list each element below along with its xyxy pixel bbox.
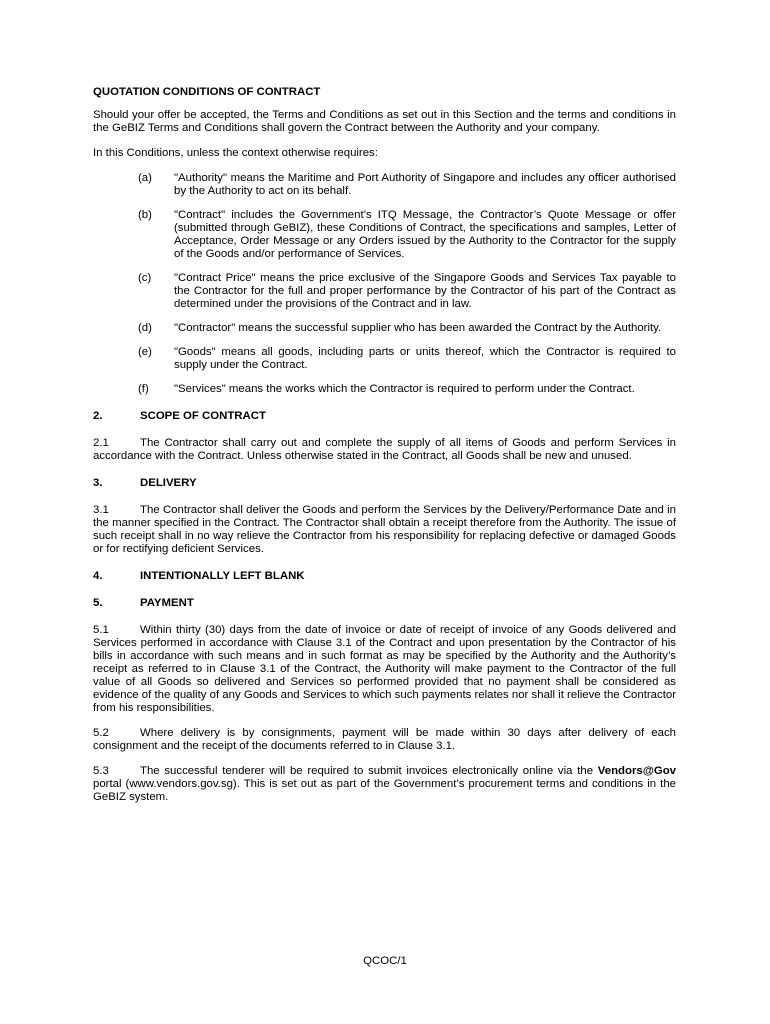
clause-text: Where delivery is by consignments, payment will be made within 30 days after delivery of each consignment and the receipt of the documents referred to in Clause 3.1. [93, 727, 676, 752]
definition-item [93, 209, 676, 261]
clause-5-2 [93, 727, 676, 753]
section-number: 3. [93, 477, 103, 489]
page-footer: QCOC/1 [363, 955, 407, 967]
definition-item [93, 322, 676, 335]
definition-text: "Services" means the works which the Contractor is required to perform under the Contract. [174, 383, 635, 395]
definition-label: (d) [138, 322, 152, 334]
clause-5-3 [93, 765, 676, 804]
clause-text: The successful tenderer will be required to submit invoices electronically online via the [140, 765, 594, 777]
definition-text: "Contract Price" means the price exclusive of the Singapore Goods and Services Tax payable to the Contractor for the full and proper performance by the Contractor of his part of the Contract as determined under the provisions of the Contract and in law. [174, 272, 676, 310]
section-number: 4. [93, 570, 103, 582]
clause-number: 5.2 [93, 727, 109, 739]
clause-number: 5.3 [93, 765, 109, 777]
document-body [93, 86, 676, 816]
section-title: DELIVERY [140, 477, 197, 489]
vendors-gov-name: Vendors@Gov [597, 765, 676, 777]
definition-label: (f) [138, 383, 149, 395]
definition-label: (b) [138, 209, 152, 221]
clause-text: The Contractor shall deliver the Goods and perform the Services by the Delivery/Performance Date and in the manner specified in the Contract. The Contractor shall obtain a receipt therefore from the Authority. The issue of such receipt shall in no way relieve the Contractor from his responsibility for replacing defective or damaged Goods or for rectifying deficient Services. [93, 504, 676, 555]
definition-item [93, 272, 676, 311]
definition-label: (e) [138, 346, 152, 358]
definition-label: (c) [138, 272, 152, 284]
clause-text: The Contractor shall carry out and complete the supply of all items of Goods and perform Services in accordance with the Contract. Unless otherwise stated in the Contract, all Goods shall be new and unused. [93, 437, 676, 462]
context-paragraph: In this Conditions, unless the context otherwise requires: [93, 147, 378, 159]
definition-text: "Goods" means all goods, including parts or units thereof, which the Contractor is required to supply under the Contract. [174, 346, 676, 371]
section-number: 2. [93, 410, 103, 422]
section-heading-payment [93, 597, 676, 610]
clause-3-1 [93, 504, 676, 556]
clause-text: Within thirty (30) days from the date of invoice or date of receipt of invoice of any Goods delivered and Services performed in accordance with Clause 3.1 of the Contract and upon presentation by the Contractor of his bills in accordance with such means and in such format as may be specified by the Authority and the Authority’s receipt as referred to in Clause 3.1 of the Contract, the Authority will make payment to the Contractor of the full value of all Goods so delivered and Services so performed provided that no payment shall be considered as evidence of the quality of any Goods and Services to which such payments relates nor shall it relieve the Contractor from his responsibilities. [93, 624, 676, 714]
definition-text: "Contractor" means the successful supplier who has been awarded the Contract by the Authority. [174, 322, 662, 334]
clause-number: 5.1 [93, 624, 109, 636]
definition-text: "Contract" includes the Government’s ITQ Message, the Contractor’s Quote Message or offer (submitted through GeBIZ), these Conditions of Contract, the specifications and samples, Letter of Acceptance, Order Message or any Orders issued by the Authority to the Contractor for the supply of the Goods and/or performance of Services. [174, 209, 676, 260]
definition-label: (a) [138, 172, 152, 184]
definition-item [93, 383, 676, 396]
clause-number: 3.1 [93, 504, 109, 516]
clause-text-continued: portal (www.vendors.gov.sg). This is set out as part of the Government’s procurement terms and conditions in the GeBIZ system. [93, 778, 676, 803]
definition-item [93, 346, 676, 372]
definitions-list [93, 172, 676, 396]
clause-number: 2.1 [93, 437, 109, 449]
section-title: INTENTIONALLY LEFT BLANK [140, 570, 305, 582]
section-heading-blank [93, 570, 676, 583]
section-title: PAYMENT [140, 597, 194, 609]
section-heading-scope [93, 410, 676, 423]
clause-2-1 [93, 437, 676, 463]
clause-5-1 [93, 624, 676, 715]
section-heading-delivery [93, 477, 676, 490]
definition-item [93, 172, 676, 198]
intro-paragraph: Should your offer be accepted, the Terms and Conditions as set out in this Section and the terms and conditions in the GeBIZ Terms and Conditions shall govern the Contract between the Authority and your company. [93, 109, 676, 134]
section-title: SCOPE OF CONTRACT [140, 410, 266, 422]
section-number: 5. [93, 597, 103, 609]
definition-text: "Authority" means the Maritime and Port Authority of Singapore and includes any officer authorised by the Authority to act on its behalf. [174, 172, 676, 197]
document-title: QUOTATION CONDITIONS OF CONTRACT [93, 86, 321, 98]
